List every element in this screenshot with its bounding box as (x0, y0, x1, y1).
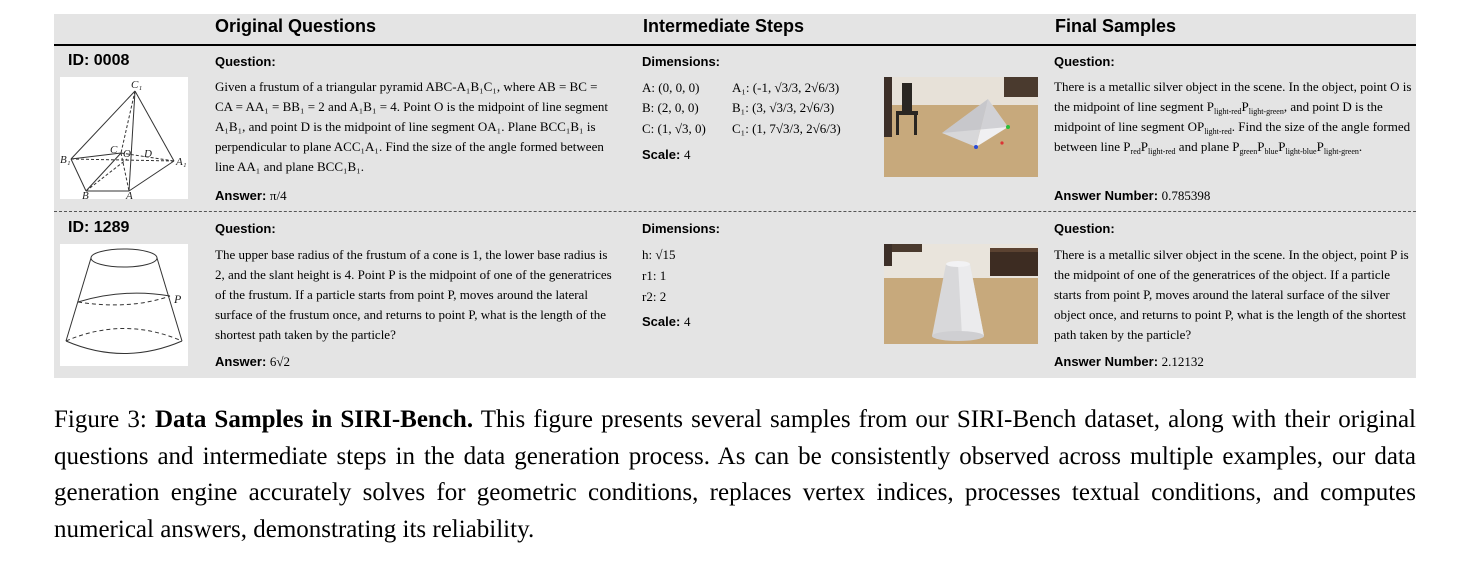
scale-label: Scale: (642, 147, 681, 162)
original-answer: π/4 (269, 188, 287, 203)
vertex-label: A (126, 190, 133, 199)
dimension-value: r2: 2 (642, 289, 667, 304)
rendered-scene-cone (884, 244, 1038, 344)
dimension-value: C₁: (1, 7√3/3, 2√6/3) (732, 121, 841, 136)
dimension-value: r1: 1 (642, 268, 667, 283)
dimensions-label: Dimensions: (642, 221, 721, 236)
answer-number: 0.785398 (1161, 188, 1211, 203)
vertex-label: B (82, 190, 89, 199)
question-label: Question: (215, 221, 276, 236)
vertex-label: O (123, 148, 131, 160)
dimension-value: B₁: (3, √3/3, 2√6/3) (732, 100, 835, 115)
dimension-value: A₁: (-1, √3/3, 2√6/3) (732, 80, 840, 95)
scale-value: 4 (683, 147, 691, 162)
final-question: There is a metallic silver object in the scene. In the object, point O is the midpoint of line segment $P_{light-red}P_{light-green}$, and point D is the midpoint of line segment $OP_{light-red}$. Find the size of the angle formed between line $P_{red}P_{light-red}$ and plane $P_{green}P_{blue}P_{light-blue}P_{light-green}$. (1054, 79, 1412, 156)
answer-label: Answer: (215, 188, 267, 203)
question-label: Question: (215, 54, 276, 69)
original-question: Given a frustum of a triangular pyramid ABC-A₁B₁C₁, where AB = BC = CA = AA₁ = BB₁ = 2 and A₁B₁ = 4. Point O is the midpoint of line segment A₁B₁, and point D is the midpoint of line segment OA₁. Plane BCC₁B₁ is perpendicular to plane ACC₁A₁. Find the size of the angle formed between line AA₁ and plane BCC₁B₁. (215, 79, 609, 174)
header-original-questions: Original Questions (215, 16, 377, 36)
answer-label: Answer: (215, 354, 267, 369)
answer-line (215, 188, 287, 204)
dimensions-label: Dimensions: (642, 54, 721, 69)
answer-number-line (1054, 188, 1210, 204)
samples-table (54, 14, 1416, 378)
caption-prefix: Figure 3: (54, 406, 155, 433)
vertex-label: A₁ (176, 156, 187, 168)
point-label: P (174, 292, 182, 306)
question-label: Question: (1054, 54, 1115, 69)
answer-number-line (1054, 354, 1204, 370)
header-divider (54, 44, 1416, 46)
vertex-label: B₁ (60, 154, 71, 166)
vertex-label: D (144, 148, 152, 160)
dimension-value: C: (1, √3, 0) (642, 121, 706, 136)
answer-number: 2.12132 (1161, 354, 1204, 369)
header-final-samples: Final Samples (1055, 16, 1177, 36)
rendered-scene-pyramid (884, 77, 1038, 177)
question-label: Question: (1054, 221, 1115, 236)
scale-line (642, 147, 690, 163)
pyramid-diagram (60, 77, 188, 199)
scale-line (642, 314, 690, 330)
row-divider (54, 211, 1416, 212)
final-question: There is a metallic silver object in the scene. In the object, point P is the midpoint of one of the generatrices of the object. If a particle starts from point P, moves around the lateral surface of the silver object once, and returns to point P, what is the length of the shortest path taken by the particle? (1054, 247, 1409, 342)
vertex-label: C₁ (131, 79, 143, 91)
caption-body: This figure presents several samples from our SIRI-Bench dataset, along with their original questions and intermediate steps in the data generation process. As can be consistently observed across multiple examples, our data generation engine accurately solves for geometric conditions, replaces vertex indices, processes textual conditions, and computes numerical answers, demonstrating its reliability. (54, 406, 1416, 543)
vertex-label: C (110, 144, 118, 156)
cone-frustum-diagram (60, 244, 188, 366)
header-intermediate-steps: Intermediate Steps (643, 16, 805, 36)
original-answer: 6√2 (269, 354, 291, 369)
answer-line (215, 354, 290, 370)
dimension-value: A: (0, 0, 0) (642, 80, 700, 95)
original-question: The upper base radius of the frustum of a cone is 1, the lower base radius is 2, and the slant height is 4. Point P is the midpoint of one of the generatrices of the frustum. If a particle starts from point P, moves around the lateral surface of the frustum once, and returns to point P, what is the length of the shortest path taken by the particle? (215, 247, 612, 342)
figure-caption (54, 402, 1416, 548)
scale-label: Scale: (642, 314, 681, 329)
dimension-value: h: √15 (642, 247, 676, 262)
sample-id: ID: 1289 (68, 219, 130, 236)
dimension-value: B: (2, 0, 0) (642, 100, 699, 115)
scale-value: 4 (683, 314, 691, 329)
sample-id: ID: 0008 (68, 52, 130, 69)
answer-number-label: Answer Number: (1054, 354, 1159, 369)
answer-number-label: Answer Number: (1054, 188, 1159, 203)
caption-title: Data Samples in SIRI-Bench. (154, 406, 474, 433)
